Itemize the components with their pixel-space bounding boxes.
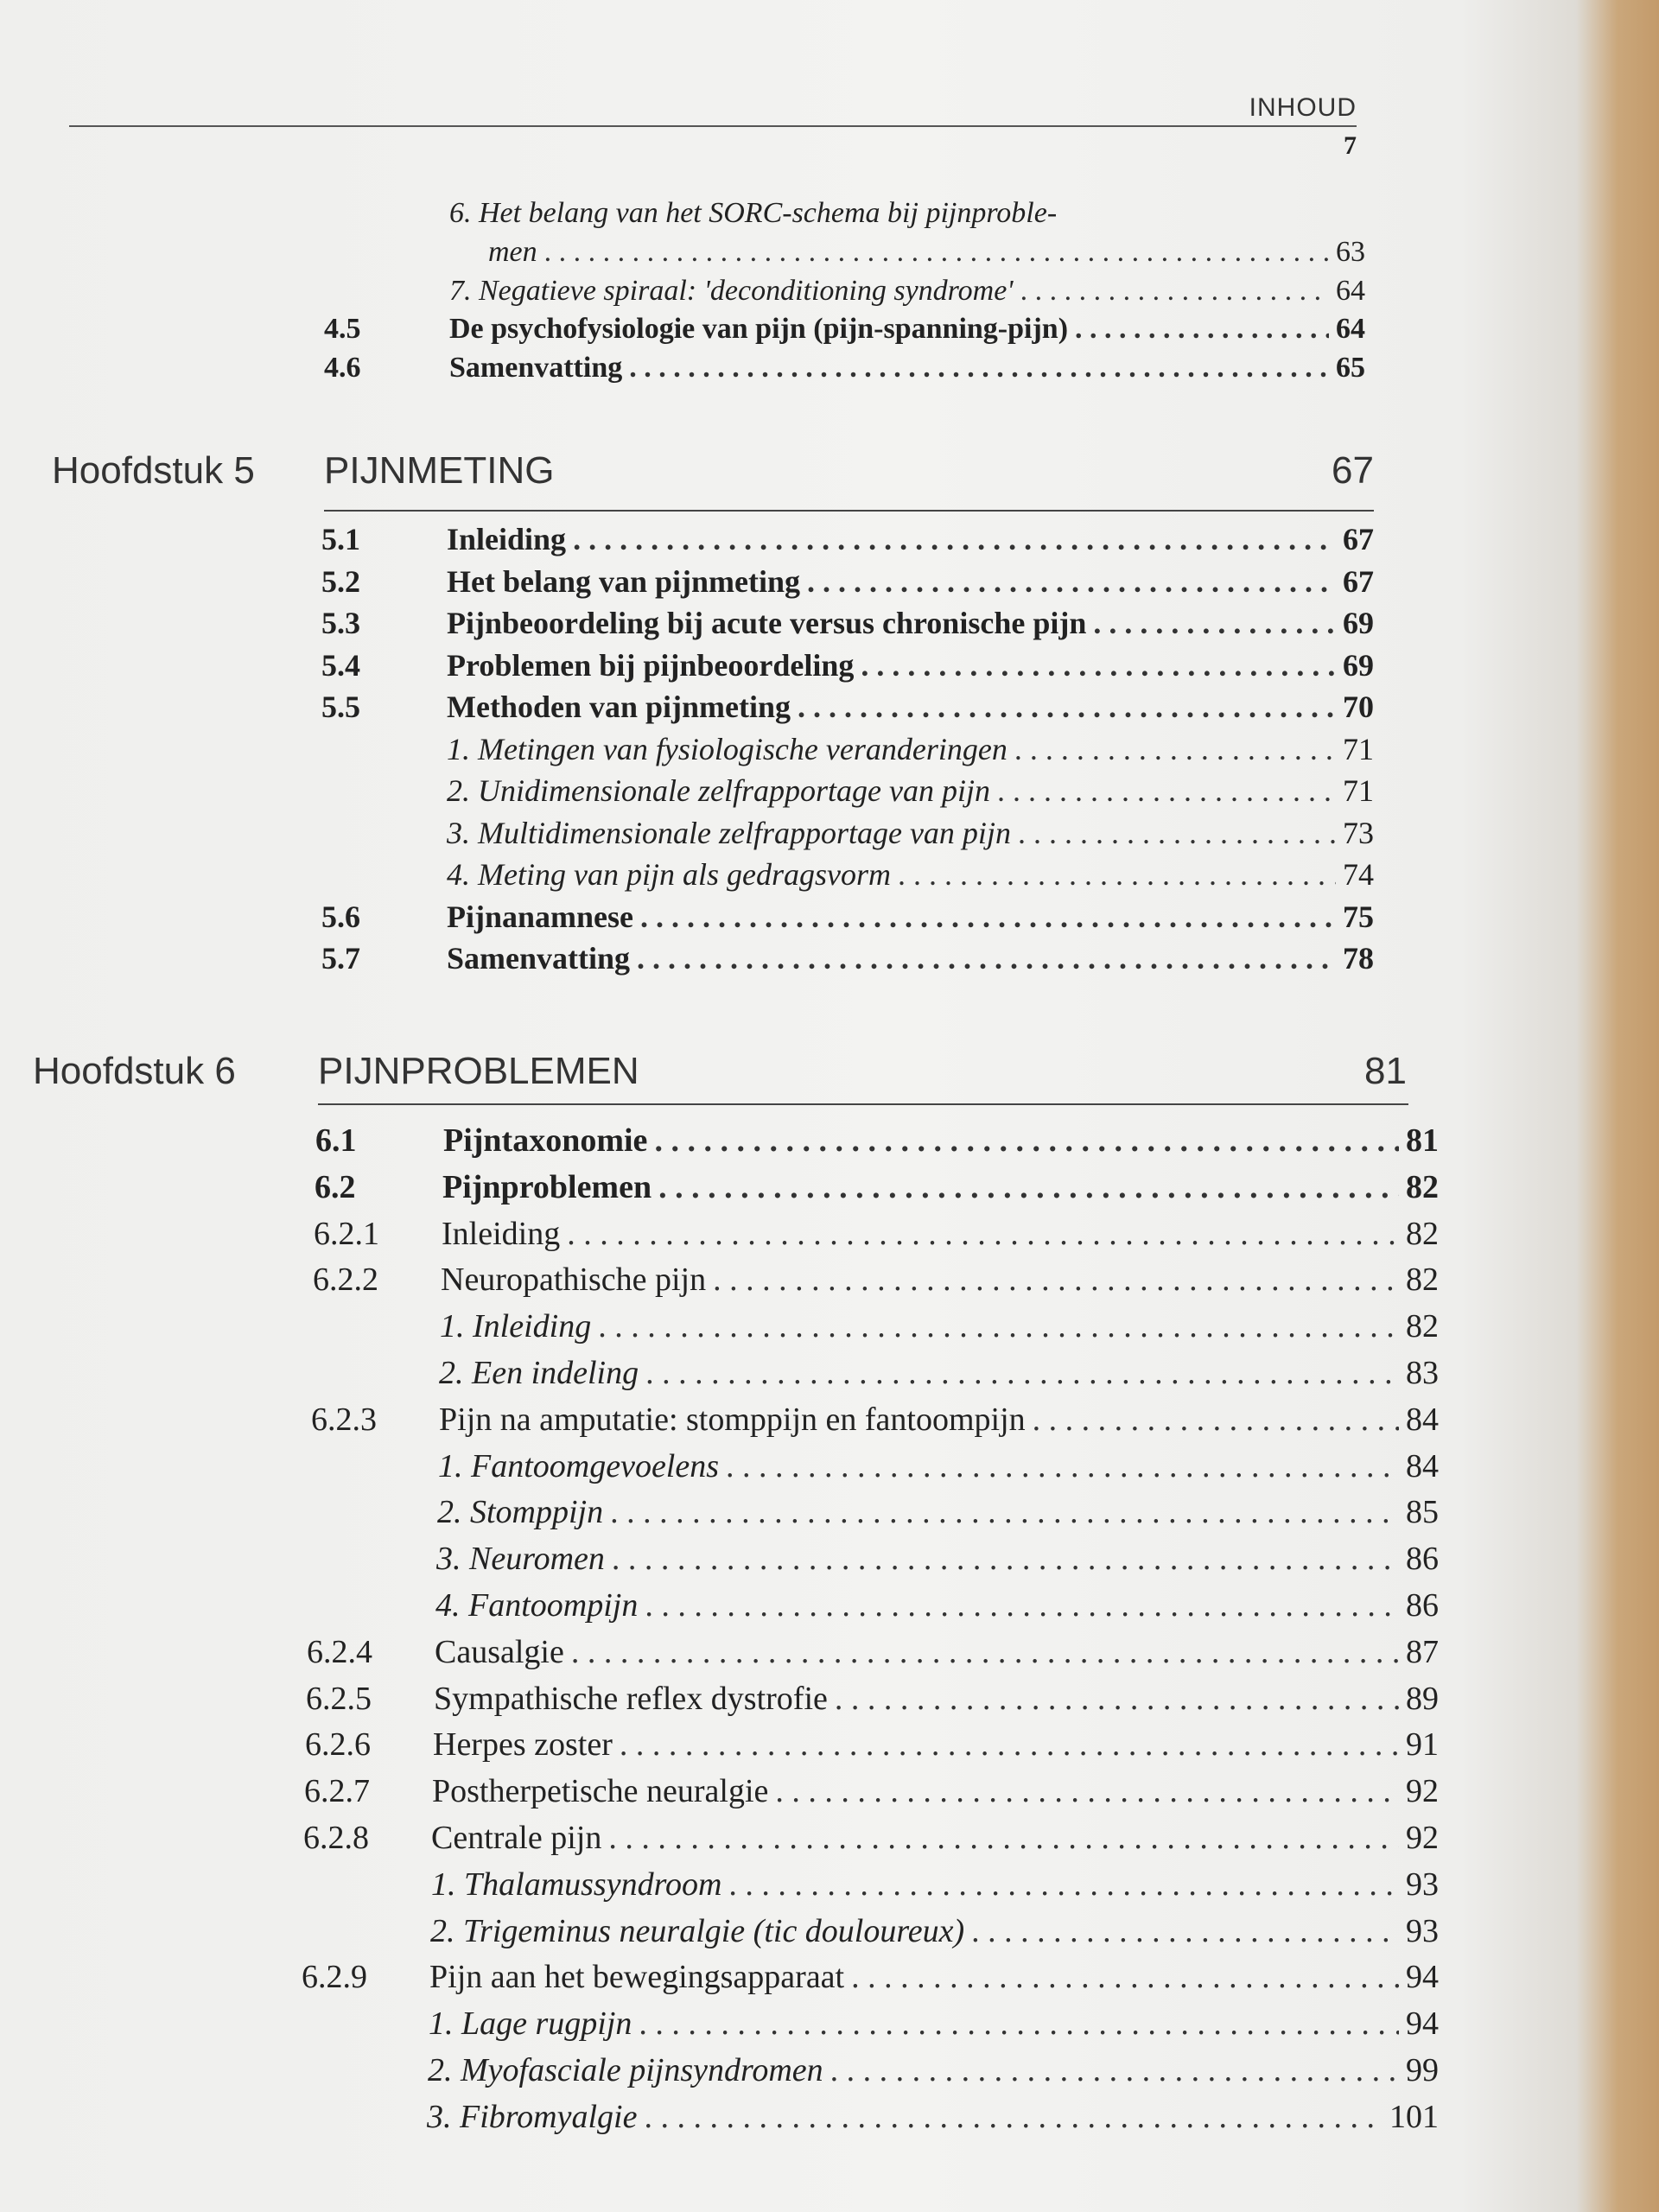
toc-entry-number: 4.6 bbox=[324, 352, 361, 384]
toc-entry bbox=[321, 731, 1374, 767]
toc-entry-page: 63 bbox=[1336, 236, 1365, 268]
toc-entry bbox=[313, 1261, 1439, 1299]
toc-entry bbox=[307, 1633, 1439, 1671]
toc-entry-title: 3. Multidimensionale zelfrapportage van pijn bbox=[447, 815, 1011, 850]
toc-entry-title: Pijntaxonomie bbox=[443, 1122, 648, 1159]
chapter-rule bbox=[318, 1103, 1408, 1105]
toc-entry-title: De psychofysiologie van pijn (pijn-spanning-pijn) bbox=[449, 313, 1069, 345]
toc-entry-page: 87 bbox=[1406, 1633, 1439, 1670]
running-head: INHOUD bbox=[1249, 93, 1357, 122]
toc-entry bbox=[321, 647, 1374, 683]
toc-entry-page: 86 bbox=[1406, 1587, 1439, 1624]
toc-entry bbox=[299, 2098, 1439, 2136]
toc-entry-page: 82 bbox=[1406, 1308, 1439, 1345]
toc-entry-page: 94 bbox=[1406, 2005, 1439, 2043]
toc-entry-title: Samenvatting bbox=[449, 352, 623, 384]
toc-entry-page: 92 bbox=[1406, 1820, 1439, 1856]
toc-entry-page: 71 bbox=[1343, 731, 1374, 766]
toc-entry bbox=[321, 899, 1374, 935]
toc-entry-page: 84 bbox=[1406, 1447, 1439, 1484]
toc-entry bbox=[301, 2005, 1439, 2043]
toc-entry-page: 67 bbox=[1343, 522, 1374, 556]
toc-entry bbox=[312, 1307, 1439, 1345]
toc-entry-title: Het belang van pijnmeting bbox=[447, 563, 801, 599]
toc-entry-number: 6.2.4 bbox=[307, 1633, 372, 1670]
toc-entry bbox=[324, 352, 1365, 385]
toc-entry-number: 6.2.1 bbox=[314, 1215, 379, 1252]
toc-entry-title: 1. Thalamussyndroom bbox=[431, 1866, 722, 1903]
toc-entry-title: Pijn aan het bewegingsapparaat bbox=[429, 1959, 845, 1996]
toc-entry bbox=[306, 1680, 1439, 1718]
toc-entry-title: 2. Unidimensionale zelfrapportage van pijn bbox=[447, 773, 990, 808]
toc-entry bbox=[321, 815, 1374, 851]
toc-entry bbox=[324, 313, 1365, 346]
header-rule bbox=[69, 125, 1357, 127]
toc-entry bbox=[302, 1958, 1439, 1996]
toc-entry bbox=[321, 521, 1374, 557]
toc-entry-title: Postherpetische neuralgie bbox=[432, 1773, 769, 1810]
toc-entry-number: 6.1 bbox=[315, 1122, 357, 1159]
toc-entry-title: Centrale pijn bbox=[431, 1820, 602, 1856]
toc-entry-number: 5.3 bbox=[321, 606, 360, 640]
toc-entry-title: Inleiding bbox=[447, 522, 567, 556]
toc-entry-page: 73 bbox=[1343, 815, 1374, 850]
toc-entry bbox=[321, 689, 1374, 725]
toc-entry bbox=[315, 1168, 1439, 1206]
toc-entry-page: 94 bbox=[1406, 1959, 1439, 1996]
toc-entry bbox=[311, 1354, 1439, 1392]
toc-entry bbox=[488, 236, 1365, 269]
toc-entry-title: Pijnproblemen bbox=[442, 1168, 652, 1205]
toc-entry-page: 92 bbox=[1406, 1773, 1439, 1810]
toc-entry-number: 6.2.7 bbox=[304, 1773, 370, 1810]
toc-entry-number: 6.2.3 bbox=[311, 1401, 377, 1438]
toc-entry bbox=[321, 856, 1374, 893]
toc-entry-title: 3. Fibromyalgie bbox=[427, 2098, 638, 2135]
toc-entry-title: Sympathische reflex dystrofie bbox=[434, 1680, 828, 1717]
toc-entry-page: 91 bbox=[1406, 1726, 1439, 1764]
toc-entry bbox=[449, 197, 1365, 230]
chapter-label: Hoofdstuk 6 bbox=[33, 1050, 236, 1092]
toc-entry-page: 93 bbox=[1406, 1866, 1439, 1903]
toc-entry-number: 6.2.9 bbox=[302, 1959, 367, 1996]
toc-entry-page: 71 bbox=[1343, 773, 1374, 808]
toc-entry-page: 93 bbox=[1406, 1912, 1439, 1949]
toc-entry-number: 5.5 bbox=[321, 690, 360, 724]
toc-entry-number: 5.6 bbox=[321, 899, 360, 934]
toc-entry-page: 69 bbox=[1343, 606, 1374, 640]
toc-entry-title: men bbox=[488, 236, 537, 268]
toc-entry-title: 1. Inleiding bbox=[440, 1308, 592, 1345]
toc-entry-number: 6.2.2 bbox=[313, 1262, 378, 1299]
toc-entry bbox=[321, 563, 1374, 600]
toc-entry bbox=[300, 2051, 1439, 2089]
toc-entry bbox=[308, 1586, 1439, 1624]
toc-entry-page: 82 bbox=[1406, 1262, 1439, 1299]
toc-entry-title: 1. Metingen van fysiologische veranderingen bbox=[447, 731, 1007, 766]
page-number: 7 bbox=[1344, 131, 1357, 160]
toc-entry-number: 5.1 bbox=[321, 522, 360, 556]
toc-entry-page: 65 bbox=[1336, 352, 1365, 384]
toc-entry-title: 2. Stomppijn bbox=[437, 1494, 604, 1531]
toc-entry-title: Methoden van pijnmeting bbox=[447, 690, 791, 724]
toc-entry-number: 5.4 bbox=[321, 647, 360, 683]
toc-entry-number: 5.2 bbox=[321, 563, 360, 599]
toc-entry-title: Pijnanamnese bbox=[447, 899, 633, 934]
toc-entry-title: 3. Neuromen bbox=[436, 1541, 605, 1578]
toc-entry-page: 82 bbox=[1406, 1215, 1439, 1252]
toc-entry-page: 89 bbox=[1406, 1680, 1439, 1717]
toc-entry-title: 4. Fantoompijn bbox=[435, 1587, 639, 1624]
toc-entry-page: 85 bbox=[1406, 1494, 1439, 1531]
toc-entry-page: 82 bbox=[1406, 1168, 1439, 1205]
toc-entry-title: 7. Negatieve spiraal: 'deconditioning syndrome' bbox=[449, 275, 1014, 307]
toc-entry bbox=[303, 1866, 1439, 1904]
toc-entry bbox=[304, 1772, 1439, 1810]
toc-entry-page: 75 bbox=[1343, 899, 1374, 934]
toc-entry bbox=[314, 1215, 1439, 1253]
toc-entry-number: 4.5 bbox=[324, 313, 361, 345]
toc-entry-page: 70 bbox=[1343, 690, 1374, 724]
toc-entry-page: 78 bbox=[1343, 941, 1374, 976]
toc-entry-page: 81 bbox=[1406, 1122, 1439, 1159]
chapter-heading bbox=[33, 1050, 1407, 1093]
toc-entry bbox=[302, 1912, 1439, 1950]
toc-entry bbox=[309, 1493, 1439, 1531]
toc-entry-title: 2. Myofasciale pijnsyndromen bbox=[428, 2052, 823, 2088]
toc-entry-title: Samenvatting bbox=[447, 941, 631, 976]
toc-entry bbox=[305, 1726, 1439, 1764]
toc-entry-title: 6. Het belang van het SORC-schema bij pijnproble- bbox=[449, 197, 1058, 229]
toc-entry bbox=[321, 940, 1374, 976]
toc-entry-page: 67 bbox=[1343, 563, 1374, 599]
toc-entry bbox=[311, 1401, 1439, 1439]
toc-entry-title: Herpes zoster bbox=[433, 1726, 613, 1764]
toc-entry bbox=[321, 772, 1374, 809]
chapter-heading bbox=[52, 449, 1374, 493]
toc-entry-page: 83 bbox=[1406, 1355, 1439, 1391]
toc-entry-page: 99 bbox=[1406, 2052, 1439, 2088]
toc-entry-number: 6.2.5 bbox=[306, 1680, 372, 1717]
toc-entry-title: Inleiding bbox=[442, 1215, 561, 1252]
toc-entry bbox=[303, 1819, 1439, 1857]
toc-entry-page: 86 bbox=[1406, 1541, 1439, 1578]
toc-entry-title: 2. Trigeminus neuralgie (tic douloureux) bbox=[430, 1912, 965, 1949]
toc-entry bbox=[310, 1447, 1439, 1485]
toc-entry-title: 1. Fantoomgevoelens bbox=[438, 1447, 720, 1484]
chapter-rule bbox=[324, 510, 1374, 512]
toc-entry-page: 64 bbox=[1336, 313, 1365, 345]
chapter-title: PIJNMETING bbox=[324, 449, 555, 492]
toc-entry-title: Pijn na amputatie: stomppijn en fantoompijn bbox=[439, 1401, 1026, 1438]
toc-entry bbox=[308, 1540, 1439, 1578]
toc-entry-title: 1. Lage rugpijn bbox=[429, 2005, 632, 2043]
toc-entry-title: Causalgie bbox=[435, 1633, 564, 1670]
toc-entry-page: 74 bbox=[1343, 857, 1374, 892]
chapter-page: 81 bbox=[1364, 1050, 1407, 1092]
toc-entry-number: 5.7 bbox=[321, 941, 360, 976]
chapter-title: PIJNPROBLEMEN bbox=[318, 1050, 639, 1092]
toc-entry bbox=[315, 1122, 1439, 1160]
chapter-label: Hoofdstuk 5 bbox=[52, 449, 255, 492]
toc-entry-page: 64 bbox=[1336, 275, 1365, 307]
toc-entry-title: Neuropathische pijn bbox=[441, 1262, 707, 1299]
toc-entry-title: 4. Meting van pijn als gedragsvorm bbox=[447, 857, 891, 892]
toc-entry-title: Pijnbeoordeling bij acute versus chronische pijn bbox=[447, 606, 1087, 640]
toc-entry-page: 69 bbox=[1343, 647, 1374, 683]
toc-entry-number: 6.2.6 bbox=[305, 1726, 371, 1764]
toc-entry-title: 2. Een indeling bbox=[439, 1355, 639, 1391]
toc-entry bbox=[449, 275, 1365, 308]
toc-entry-number: 6.2 bbox=[315, 1168, 356, 1205]
chapter-page: 67 bbox=[1332, 449, 1374, 492]
toc-entry-title: Problemen bij pijnbeoordeling bbox=[447, 647, 855, 683]
toc-entry-page: 84 bbox=[1406, 1401, 1439, 1438]
toc-entry-number: 6.2.8 bbox=[303, 1820, 369, 1856]
toc-entry bbox=[321, 605, 1374, 641]
toc-entry-page: 101 bbox=[1389, 2098, 1439, 2135]
